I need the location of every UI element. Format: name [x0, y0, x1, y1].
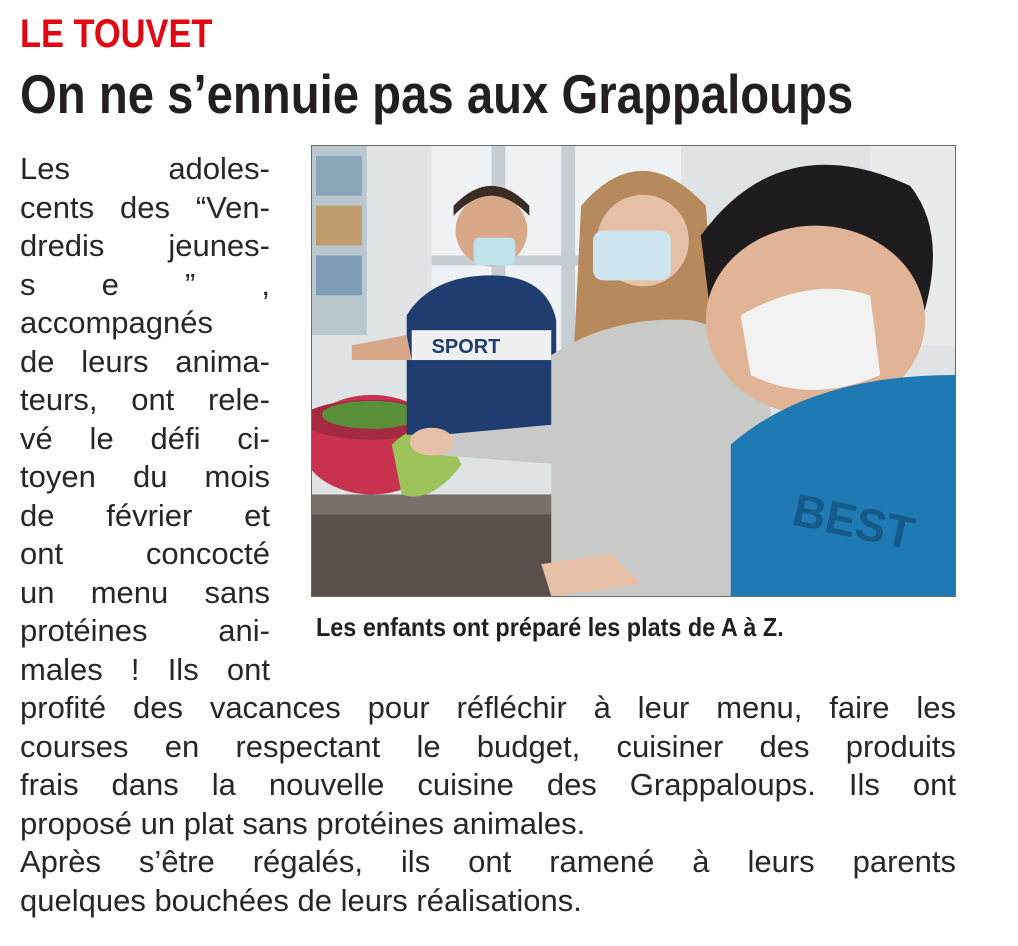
text-line: quelques bouchées de leurs réalisations. — [20, 882, 582, 918]
text-line: un menu sans — [20, 574, 270, 610]
text-line: ont concocté — [20, 536, 270, 571]
text-line: Les adoles- — [20, 151, 270, 186]
text-line: toyen du mois — [20, 459, 270, 494]
narrow-column-text — [20, 150, 270, 689]
text-line: de février et — [20, 497, 270, 533]
text-line: protéines ani- — [20, 613, 270, 648]
article-photo — [311, 145, 956, 597]
text-line: teurs, ont rele- — [20, 382, 270, 417]
headline: On ne s’ennuie pas aux Grappaloups — [20, 63, 854, 125]
text-line: vé le défi ci- — [20, 420, 270, 456]
text-line: males ! Ils ont — [20, 651, 270, 687]
svg-text:BEST: BEST — [788, 484, 919, 560]
text-line: accompagnés — [20, 305, 214, 340]
text-line: proposé un plat sans protéines animales. — [20, 805, 586, 841]
kicker-label: LE TOUVET — [20, 12, 213, 56]
text-line: frais dans la nouvelle cuisine des Grappaloups. Ils ont — [20, 767, 956, 802]
photo-caption: Les enfants ont préparé les plats de A à Z. — [316, 612, 784, 642]
photo-illustration — [312, 146, 955, 596]
text-line: profité des vacances pour réfléchir à leur menu, faire les — [20, 690, 956, 725]
text-line: dredis jeunes- — [20, 228, 270, 263]
full-width-text — [20, 689, 956, 920]
text-line: courses en respectant le budget, cuisiner des produits — [20, 728, 956, 764]
text-line: cents des “Ven- — [20, 189, 270, 225]
text-line: Après s’être régalés, ils ont ramené à leurs parents — [20, 844, 956, 879]
text-line: de leurs anima- — [20, 343, 270, 379]
text-line: s e ” , — [20, 266, 270, 302]
sweatshirt-text: SPORT — [431, 336, 501, 359]
